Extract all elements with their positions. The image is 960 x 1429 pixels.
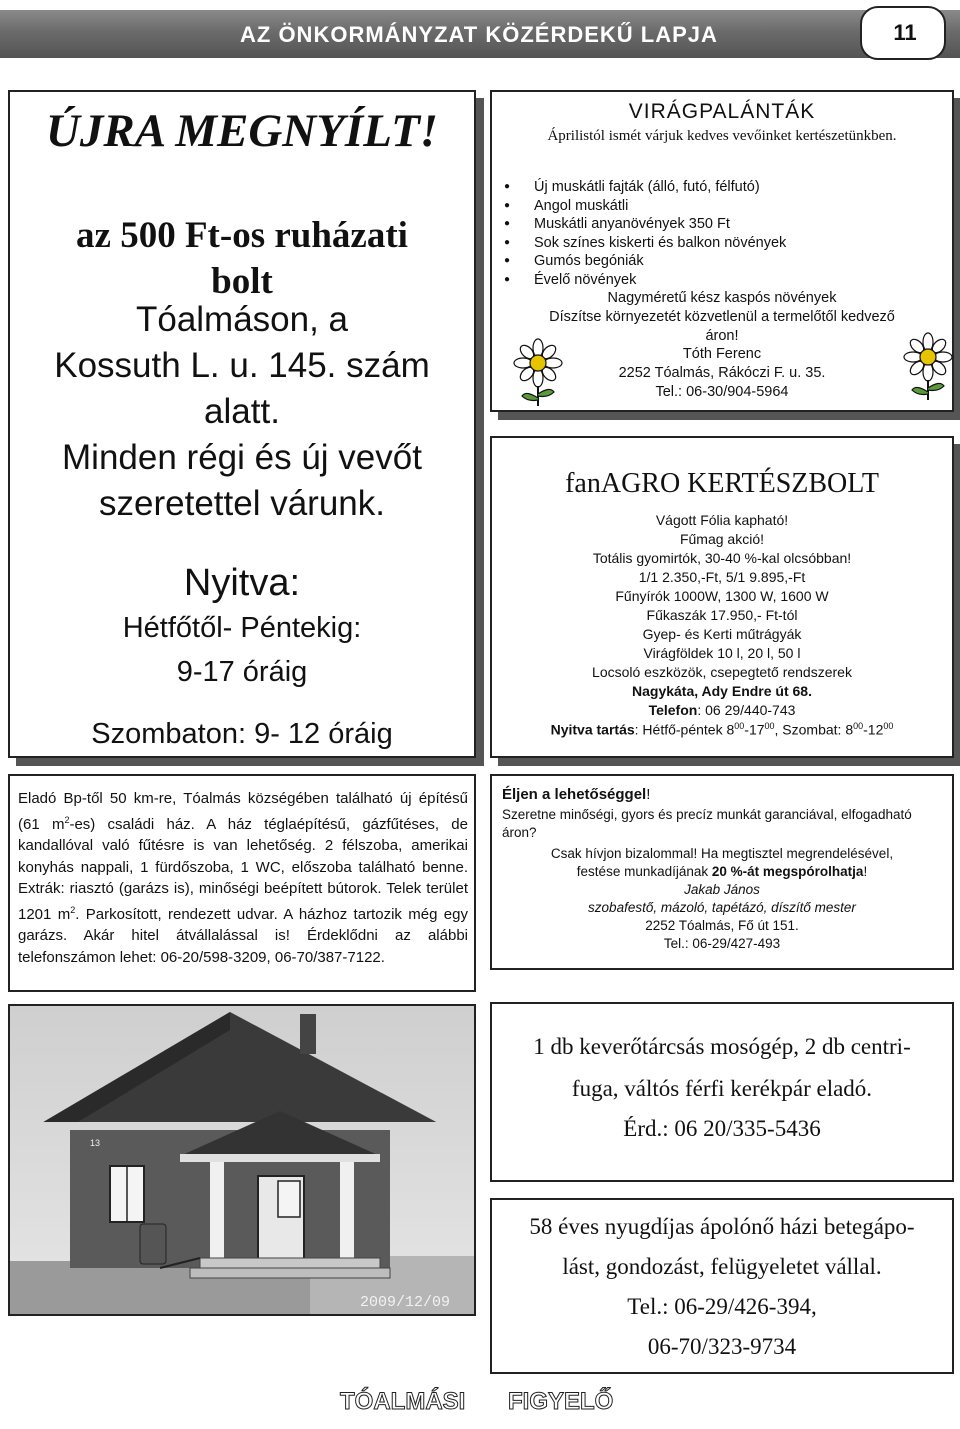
page-header — [0, 0, 960, 68]
shop-line: alatt. — [204, 392, 280, 431]
house-sale-text — [18, 788, 468, 968]
washer-line: 1 db keverőtárcsás mosógép, 2 db centri- — [533, 1034, 911, 1059]
page-number-box — [860, 6, 946, 60]
house-number: 13 — [90, 1138, 101, 1148]
shop-headline: ÚJRA MEGNYÍLT! — [45, 105, 439, 157]
fanagro-line: Locsoló eszközök, csepegtető rendszerek — [592, 664, 852, 680]
shop-line: Kossuth L. u. 145. szám — [54, 346, 430, 385]
plants-owner: Tóth Ferenc — [682, 346, 762, 362]
plants-title: VIRÁGPALÁNTÁK — [628, 100, 816, 123]
nurse-line: 06-70/323-9734 — [647, 1334, 797, 1359]
hours-text: : Hétfő-péntek 8 — [634, 721, 735, 738]
fanagro-title-rest: AGRO KERTÉSZBOLT — [600, 468, 879, 499]
hours-text: -12 — [863, 721, 884, 738]
flower-icon — [512, 338, 564, 408]
fanagro-line: Vágott Fólia kapható! — [655, 512, 789, 528]
list-item: ● Új muskátli fajták (álló, futó, félfutó) — [504, 178, 786, 197]
painter-address: 2252 Tóalmás, Fő út 151. — [645, 918, 799, 933]
plants-intro: Áprilistól ismét várjuk kedves vevőinket kertészetünkben. — [547, 128, 897, 144]
painter-headline — [502, 786, 650, 803]
shop-line: Minden régi és új vevőt — [62, 438, 422, 477]
fanagro-line: Fűnyírók 1000W, 1300 W, 1600 W — [615, 588, 829, 604]
fanagro-line: Fűmag akció! — [679, 531, 765, 547]
house-text-part: . Parkosított, rendezett udvar. A házhoz tartozik még egy garázs. Akár hitel átvállalással is! Érdeklődni az alábbi telefonszámon lehet: 06-20/598-3209, 06-70/387-7122. — [18, 905, 468, 966]
painter-headline-text: Éljen a lehetőséggel — [502, 786, 647, 803]
nurse-line: 58 éves nyugdíjas ápolónő házi betegápo- — [529, 1214, 915, 1239]
flower-icon — [902, 332, 954, 402]
list-item: ● Gumós begóniák — [504, 252, 786, 271]
hours-sup: 00 — [853, 721, 864, 731]
phone-label: Telefon — [648, 702, 698, 718]
plants-list — [504, 178, 786, 289]
photo-date-stamp: 2009/12/09 — [360, 1294, 451, 1311]
nurse-line: Tel.: 06-29/426-394, — [627, 1294, 817, 1319]
publication-title: AZ ÖNKORMÁNYZAT KÖZÉRDEKŰ LAPJA — [240, 22, 718, 47]
painter-line: Csak hívjon bizalommal! Ha megtisztel megrendelésével, — [550, 846, 894, 861]
nurse-care-ad — [490, 1198, 954, 1374]
shop-line: szeretettel várunk. — [99, 484, 385, 523]
painter-line-part: ! — [863, 864, 868, 879]
footer-title-right: FIGYELŐ — [508, 1388, 614, 1415]
painter-line — [492, 864, 952, 879]
house-text-sup: 2 — [70, 904, 76, 915]
hours-sup: 00 — [734, 721, 745, 731]
painter-headline-end: ! — [646, 786, 651, 803]
shop-line: Tóalmáson, a — [135, 300, 349, 339]
hours-text: , Szombat: 8 — [774, 721, 854, 738]
phone-value: : 06 29/440-743 — [697, 702, 796, 718]
painter-discount: 20 %-át megspórolhatja — [711, 864, 864, 879]
plants-extra: Díszítse környezetét közvetlenül a termelőtől kedvező — [549, 309, 895, 325]
fanagro-phone — [492, 702, 952, 718]
list-item: ● Muskátli anyanövények 350 Ft — [504, 215, 786, 234]
shop-line: bolt — [211, 261, 273, 302]
page-footer — [340, 1388, 630, 1420]
shop-hours-line: 9-17 óráig — [176, 656, 308, 688]
hours-text: -17 — [744, 721, 765, 738]
painter-phone: Tel.: 06-29/427-493 — [663, 936, 781, 951]
plants-extra: Nagyméretű kész kaspós növények — [607, 290, 837, 306]
list-item: ● Sok színes kiskerti és balkon növények — [504, 234, 786, 253]
page-number: 11 — [893, 20, 917, 45]
fanagro-line: Gyep- és Kerti műtrágyák — [642, 626, 802, 642]
seedlings-ad — [490, 90, 954, 412]
hours-sup: 00 — [883, 721, 894, 731]
plants-address: 2252 Tóalmás, Rákóczi F. u. 35. — [618, 365, 826, 381]
painter-line-part: festése munkadíjának — [576, 864, 712, 879]
washer-sale-ad — [490, 1002, 954, 1182]
hours-label: Nyitva tartás — [550, 721, 635, 738]
painter-ad — [490, 774, 954, 970]
shop-hours-line: Hétfőtől- Péntekig: — [122, 612, 362, 644]
washer-line: fuga, váltós férfi kerékpár eladó. — [571, 1076, 873, 1101]
house-text-part: -es) családi ház. A ház téglaépítésű, gázfűtéses, de kandallóval való fűtésre is van lehetőség. 2 félszoba, amerikai konyhás nappali, 1 fürdőszoba, 1 WC, előszoba található benne. Extrák: riasztó (garázs is), minőségi beépített bútorok. Telek terület 1201 m — [18, 815, 468, 923]
fanagro-title — [492, 468, 952, 500]
house-sale-ad — [8, 774, 476, 992]
house-text-part: Eladó Bp-től 50 km-re, Tóalmás községében található új építésű (61 m — [18, 790, 468, 833]
plants-phone: Tel.: 06-30/904-5964 — [655, 384, 789, 400]
fanagro-ad — [490, 436, 954, 758]
shop-line: az 500 Ft-os ruházati — [76, 215, 408, 256]
house-photo — [8, 1004, 476, 1316]
painter-text: Szeretne minőségi, gyors és precíz munkát garanciával, elfogadható áron? — [502, 807, 912, 840]
fanagro-hours — [492, 721, 952, 738]
nurse-line: lást, gondozást, felügyeletet vállal. — [562, 1254, 882, 1279]
list-item: ● Évelő növények — [504, 271, 786, 290]
hours-sup: 00 — [764, 721, 775, 731]
shop-hours-title: Nyitva: — [183, 562, 301, 604]
fanagro-address: Nagykáta, Ady Endre út 68. — [632, 683, 812, 699]
fanagro-line: Totális gyomirtók, 30-40 %-kal olcsóbban! — [592, 550, 852, 566]
fanagro-line: Fűkaszák 17.950,- Ft-tól — [646, 607, 798, 623]
fanagro-title-prefix: fan — [565, 468, 601, 499]
painter-name: Jakab János — [684, 882, 760, 897]
washer-line: Érd.: 06 20/335-5436 — [623, 1116, 821, 1141]
fanagro-line: Virágföldek 10 l, 20 l, 50 l — [643, 645, 801, 661]
plants-extra: áron! — [705, 328, 739, 344]
fanagro-line: 1/1 2.350,-Ft, 5/1 9.895,-Ft — [638, 569, 806, 585]
shop-hours-line: Szombaton: 9- 12 óráig — [91, 718, 393, 750]
clothing-shop-ad — [8, 90, 476, 758]
painter-role: szobafestő, mázoló, tapétázó, díszítő mester — [588, 900, 856, 915]
list-item: ● Angol muskátli — [504, 197, 786, 216]
footer-title-left: TÓALMÁSI — [340, 1388, 466, 1415]
house-text-sup: 2 — [64, 814, 70, 825]
house-illustration — [10, 1006, 476, 1316]
